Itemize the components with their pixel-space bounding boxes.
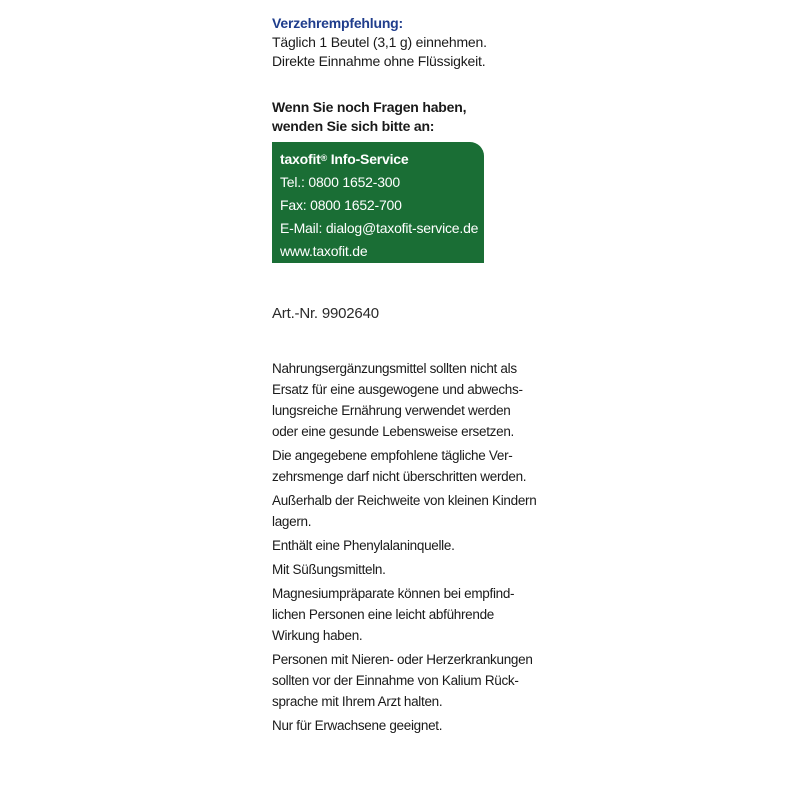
- note-paragraph: [272, 649, 542, 712]
- note-paragraph: [272, 715, 542, 736]
- contact-prompt-line: Wenn Sie noch Fragen haben,: [272, 99, 467, 115]
- note-paragraph: [272, 559, 542, 580]
- email-address[interactable]: E-Mail: dialog@taxofit-service.de: [280, 220, 479, 236]
- note-paragraph: [272, 358, 542, 442]
- note-paragraph: [272, 583, 542, 646]
- contact-prompt-line: wenden Sie sich bitte an:: [272, 118, 435, 134]
- note-line: sollten vor der Einnahme von Kalium Rück-: [272, 673, 519, 688]
- info-service-box: [272, 142, 484, 263]
- info-service-title: [280, 148, 484, 171]
- registered-mark: ®: [320, 153, 328, 163]
- label-text-column: [272, 14, 542, 739]
- info-service-label: Info-Service: [327, 151, 409, 167]
- dosage-instructions: [272, 33, 542, 71]
- note-line: Enthält eine Phenylalaninquelle.: [272, 538, 455, 553]
- note-line: Nahrungsergänzungsmittel sollten nicht als: [272, 361, 517, 376]
- dosage-line: Direkte Einnahme ohne Flüssigkeit.: [272, 53, 486, 69]
- note-line: Wirkung haben.: [272, 628, 363, 643]
- dosage-heading: Verzehrempfehlung:: [272, 15, 403, 31]
- note-line: Ersatz für eine ausgewogene und abwechs-: [272, 382, 523, 397]
- note-line: lagern.: [272, 514, 312, 529]
- note-line: Außerhalb der Reichweite von kleinen Kindern: [272, 493, 537, 508]
- contact-prompt: [272, 98, 542, 136]
- brand-name: taxofit: [280, 151, 321, 167]
- note-line: Die angegebene empfohlene tägliche Ver-: [272, 448, 513, 463]
- note-line: lungsreiche Ernährung verwendet werden: [272, 403, 511, 418]
- note-line: oder eine gesunde Lebensweise ersetzen.: [272, 424, 514, 439]
- warning-notes: [272, 358, 542, 736]
- note-line: Personen mit Nieren- oder Herzerkrankungen: [272, 652, 533, 667]
- phone-number: Tel.: 0800 1652-300: [280, 174, 400, 190]
- note-line: sprache mit Ihrem Arzt halten.: [272, 694, 443, 709]
- note-paragraph: [272, 445, 542, 487]
- note-paragraph: [272, 535, 542, 556]
- dosage-line: Täglich 1 Beutel (3,1 g) einnehmen.: [272, 34, 487, 50]
- note-line: lichen Personen eine leicht abführende: [272, 607, 495, 622]
- article-number: Art.-Nr. 9902640: [272, 305, 379, 322]
- note-line: Nur für Erwachsene geeignet.: [272, 718, 443, 733]
- note-line: Magnesiumpräparate können bei empfind-: [272, 586, 515, 601]
- note-paragraph: [272, 490, 542, 532]
- note-line: zehrsmenge darf nicht überschritten werden.: [272, 469, 527, 484]
- note-line: Mit Süßungsmitteln.: [272, 562, 386, 577]
- website-link[interactable]: www.taxofit.de: [280, 243, 368, 259]
- fax-number: Fax: 0800 1652-700: [280, 197, 402, 213]
